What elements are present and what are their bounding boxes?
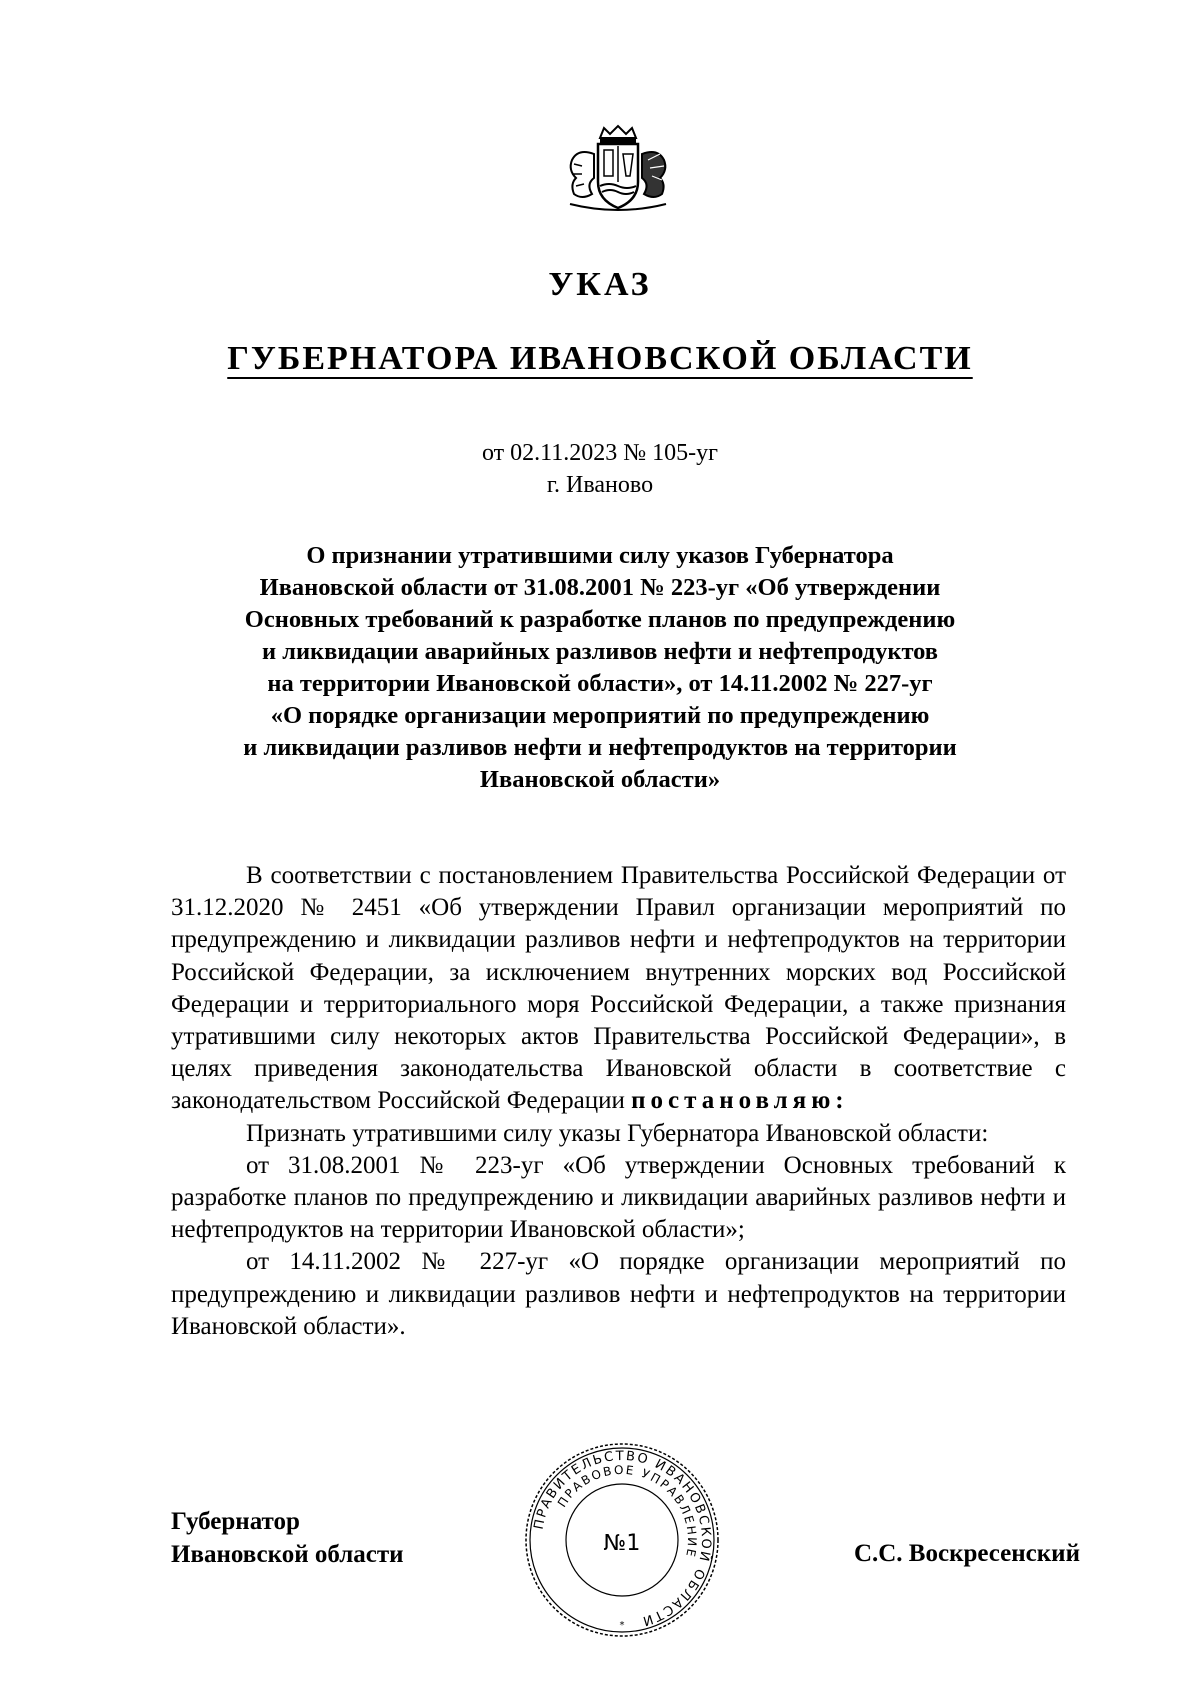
subject-line: и ликвидации аварийных разливов нефти и нефтепродуктов bbox=[261, 638, 939, 665]
official-stamp bbox=[522, 1440, 722, 1640]
decree-city: г. Иваново bbox=[546, 472, 654, 498]
resolution-paragraph: Признать утратившими силу указы Губернатора Ивановской области: bbox=[246, 1119, 989, 1147]
stamp-number: №1 bbox=[603, 1531, 641, 1556]
subject-line: О признании утратившими силу указов Губернатора bbox=[306, 542, 894, 569]
svg-text:*: * bbox=[619, 1620, 625, 1631]
subject-line: Ивановской области» bbox=[479, 766, 721, 793]
decree-keyword: постановляю: bbox=[631, 1087, 849, 1115]
subject-line: «О порядке организации мероприятий по предупреждению bbox=[270, 702, 930, 729]
decree-date-number: от 02.11.2023 № 105-уг bbox=[481, 440, 718, 466]
subject-line: Основных требований к разработке планов по предупреждению bbox=[244, 606, 956, 633]
issuer-title: ГУБЕРНАТОРА ИВАНОВСКОЙ ОБЛАСТИ bbox=[227, 340, 973, 377]
document-type-title: УКАЗ bbox=[548, 266, 652, 303]
preamble-paragraph bbox=[171, 860, 1066, 1118]
subject-line: на территории Ивановской области», от 14.11.2002 № 227-уг bbox=[267, 670, 933, 697]
decree-body bbox=[171, 860, 1066, 1343]
signatory-position-line: Губернатор bbox=[171, 1508, 300, 1535]
svg-text:ПРАВИТЕЛЬСТВО ИВАНОВСКОЙ ОБЛАС: ПРАВИТЕЛЬСТВО ИВАНОВСКОЙ ОБЛАСТИ bbox=[531, 1448, 714, 1629]
signatory-position bbox=[171, 1505, 404, 1571]
coat-of-arms-emblem bbox=[548, 124, 688, 214]
subject-line: и ликвидации разливов нефти и нефтепродуктов на территории bbox=[243, 734, 957, 761]
subject-line: Ивановской области от 31.08.2001 № 223-уг «Об утверждении bbox=[259, 574, 941, 601]
repealed-item-1: от 31.08.2001 № 223-уг «Об утверждении Основных требований к разработке планов по предупреждению и ликвидации аварийных разливов нефти и нефтепродуктов на территории Ивановской области»; bbox=[171, 1151, 1066, 1244]
decree-subject bbox=[150, 540, 1050, 796]
repealed-item-2: от 14.11.2002 № 227-уг «О порядке организации мероприятий по предупреждению и ликвидации разливов нефти и нефтепродуктов на территории Ивановской области». bbox=[171, 1248, 1066, 1340]
signatory-name: С.С. Воскресенский bbox=[853, 1540, 1080, 1567]
preamble-text: В соответствии с постановлением Правительства Российской Федерации от 31.12.2020 № 2451 «Об утверждении Правил организации мероприятий по предупреждению и ликвидации разливов нефти и нефтепродуктов на территории Российской Федерации, за исключением внутренних морских вод Российской Федерации и территориального моря Российской Федерации, а также признания утратившими силу некоторых актов Правительства Российской Федерации», в целях приведения законодательства Ивановской области в соответствие с законодательством Российской Федерации bbox=[171, 862, 1066, 1115]
stamp-ring-text: ПРАВОВОЕ УПРАВЛЕНИЕ bbox=[554, 1462, 700, 1560]
signatory-position-line: Ивановской области bbox=[171, 1541, 404, 1568]
